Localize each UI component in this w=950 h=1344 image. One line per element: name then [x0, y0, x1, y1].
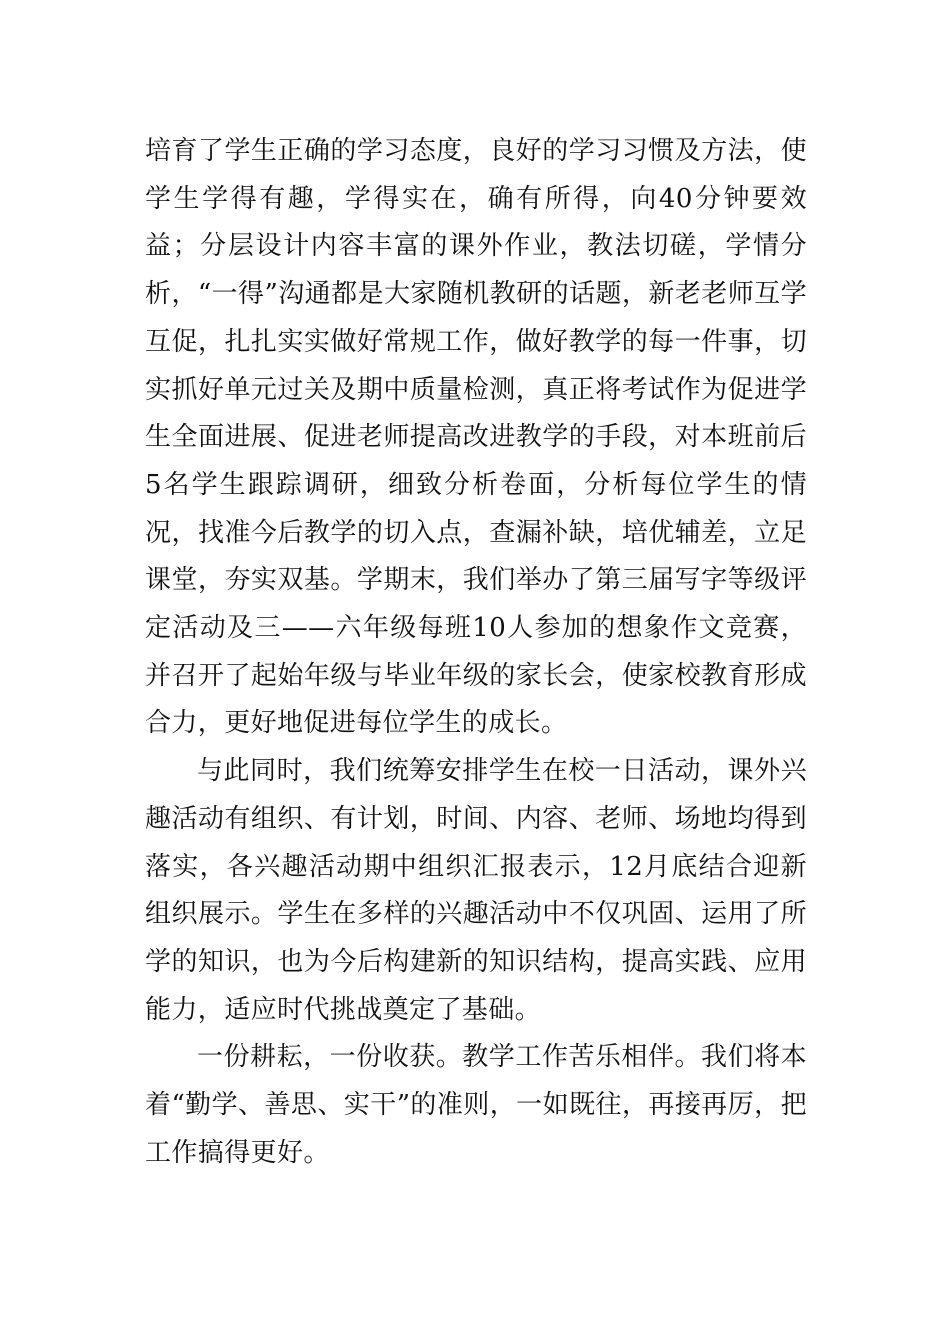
paragraph-conclusion: 一份耕耘，一份收获。教学工作苦乐相伴。我们将本着“勤学、善思、实干”的准则，一如既往，再接再厉，把工作搞得更好。: [145, 1042, 807, 1168]
paragraph-teaching-work: 培育了学生正确的学习态度，良好的学习习惯及方法，使学生学得有趣，学得实在，确有所得，向40分钟要效益；分层设计内容丰富的课外作业，教法切磋，学情分析，“一得”沟通都是大家随机教研的话题，新老老师互学互促，扎扎实实做好常规工作，做好教学的每一件事，切实抓好单元过关及期中质量检测，真正将考试作为促进学生全面进展、促进老师提高改进教学的手段，对本班前后5名学生跟踪调研，细致分析卷面，分析每位学生的情况，找准今后教学的切入点，查漏补缺，培优辅差，立足课堂，夯实双基。学期末，我们举办了第三届写字等级评定活动及三——六年级每班10人参加的想象作文竞赛，并召开了起始年级与毕业年级的家长会，使家校教育形成合力，更好地促进每位学生的成长。: [145, 136, 807, 739]
paragraph-extracurricular-activities: 与此同时，我们统筹安排学生在校一日活动，课外兴趣活动有组织、有计划，时间、内容、老师、场地均得到落实，各兴趣活动期中组织汇报表示，12月底结合迎新组织展示。学生在多样的兴趣活动中不仅巩固、运用了所学的知识，也为今后构建新的知识结构，提高实践、应用能力，适应时代挑战奠定了基础。: [145, 756, 807, 1025]
document-body: [145, 128, 807, 1177]
